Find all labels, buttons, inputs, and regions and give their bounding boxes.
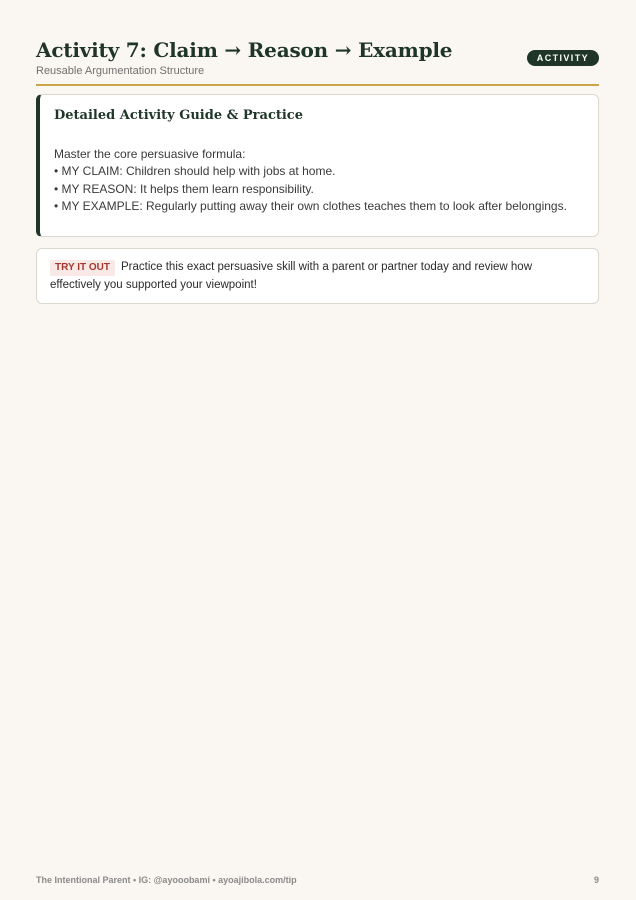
header	[36, 36, 599, 77]
guide-line-claim: • MY CLAIM: Children should help with jobs at home.	[54, 164, 336, 179]
guide-line-intro: Master the core persuasive formula:	[54, 147, 246, 161]
header-divider	[36, 84, 599, 86]
guide-line-reason: • MY REASON: It helps them learn responsibility.	[54, 181, 314, 196]
footer-credits: The Intentional Parent • IG: @ayooobami • ayoajibola.com/tip	[36, 875, 297, 885]
guide-title: Detailed Activity Guide & Practice	[54, 108, 303, 123]
guide-line-example: • MY EXAMPLE: Regularly putting away their own clothes teaches them to look after belongings.	[54, 198, 567, 213]
page-number: 9	[593, 875, 599, 885]
page-subtitle: Reusable Argumentation Structure	[36, 65, 205, 77]
try-it-tag: TRY IT OUT	[50, 260, 115, 276]
guide-body	[54, 146, 584, 215]
page-title: Activity 7: Claim → Reason → Example	[36, 38, 453, 62]
activity-badge: ACTIVITY	[527, 50, 599, 66]
try-it-text: Practice this exact persuasive skill with a parent or partner today and review how effectively you supported your viewpoint!	[50, 261, 533, 291]
guide-card	[36, 94, 599, 237]
try-it-card	[36, 248, 599, 304]
